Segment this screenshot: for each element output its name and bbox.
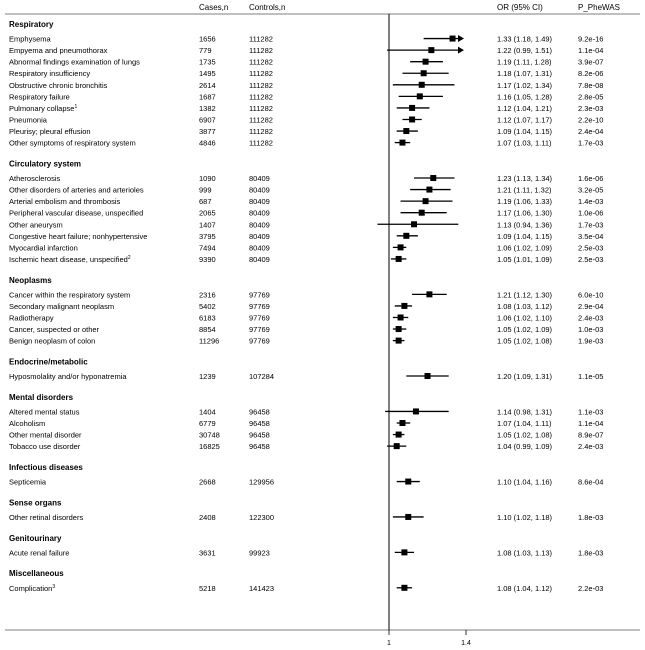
row-label: [9, 174, 61, 183]
cases-value: 1735: [199, 57, 216, 67]
cases-value: 11296: [199, 336, 220, 346]
row-label-text: Other symptoms of respiratory system: [9, 138, 136, 148]
cases-value: 1656: [199, 34, 216, 44]
or-ci-value: 1.09 (1.04, 1.15): [497, 231, 553, 241]
cases-value: 779: [199, 46, 212, 56]
controls-value: 80409: [249, 243, 270, 253]
controls-value: 80409: [249, 174, 270, 184]
row-label-text: Cancer within the respiratory system: [9, 290, 131, 300]
or-ci-value: 1.08 (1.03, 1.12): [497, 301, 553, 311]
p-value: 2.9e-04: [578, 301, 604, 311]
row-label: [9, 548, 69, 557]
controls-value: 111282: [249, 138, 273, 148]
cases-value: 1407: [199, 220, 216, 230]
ci-arrow-right: [458, 35, 464, 42]
row-label-text: Pneumonia: [9, 115, 47, 125]
cases-value: 8854: [199, 325, 216, 335]
controls-value: 111282: [249, 69, 273, 79]
or-ci-value: 1.17 (1.06, 1.30): [497, 208, 553, 218]
group-header: Neoplasms: [9, 275, 52, 285]
row-label: [9, 127, 91, 136]
cases-value: 5402: [199, 301, 216, 311]
row-label: [9, 197, 121, 206]
row-label: [9, 442, 81, 451]
group-header: Circulatory system: [9, 159, 82, 169]
cases-value: 3877: [199, 127, 216, 137]
p-value: 2.5e-03: [578, 243, 604, 253]
row-label: [9, 35, 52, 44]
or-ci-value: 1.06 (1.02, 1.09): [497, 243, 553, 253]
p-value: 1.0e-06: [578, 208, 604, 218]
controls-value: 80409: [249, 254, 270, 264]
or-ci-value: 1.18 (1.07, 1.31): [497, 69, 553, 79]
point-estimate: [423, 198, 429, 204]
cases-value: 2408: [199, 512, 216, 522]
or-ci-value: 1.20 (1.09, 1.31): [497, 372, 553, 382]
controls-value: 99923: [249, 548, 270, 558]
group-header: Mental disorders: [9, 392, 74, 402]
controls-value: 97769: [249, 290, 270, 300]
point-estimate: [419, 210, 425, 216]
p-value: 1.7e-03: [578, 220, 604, 230]
or-ci-value: 1.05 (1.02, 1.09): [497, 325, 553, 335]
row-label-text: Myocardial infarction: [9, 243, 78, 253]
point-estimate: [417, 93, 423, 99]
row-label-text: Other retinal disorders: [9, 512, 84, 522]
row-label: [9, 209, 143, 218]
x-tick-label: 1: [387, 640, 391, 647]
cases-value: 2668: [199, 477, 216, 487]
row-label: [9, 431, 82, 440]
row-label: [9, 372, 127, 381]
p-value: 1.8e-03: [578, 548, 604, 558]
row-label-text: Alcoholism: [9, 419, 46, 428]
p-value: 3.2e-05: [578, 185, 604, 195]
or-ci-value: 1.07 (1.04, 1.11): [497, 419, 552, 428]
controls-value: 111282: [249, 115, 273, 125]
group-header: Respiratory: [9, 20, 54, 29]
p-value: 1.4e-03: [578, 197, 604, 207]
p-value: 1.1e-05: [578, 372, 604, 382]
row-label: [9, 407, 80, 416]
p-value: 3.9e-07: [578, 57, 604, 67]
row-label: [9, 186, 144, 195]
point-estimate: [425, 373, 431, 379]
p-value: 2.4e-03: [578, 442, 604, 452]
point-estimate: [396, 326, 402, 332]
cases-value: 1495: [199, 69, 216, 79]
row-label: [9, 46, 108, 55]
or-ci-value: 1.17 (1.02, 1.34): [497, 80, 553, 90]
p-value: 8.2e-06: [578, 69, 604, 79]
or-ci-value: 1.23 (1.13, 1.34): [497, 174, 553, 184]
row-label: [9, 584, 55, 593]
cases-value: 999: [199, 185, 212, 195]
point-estimate: [409, 105, 415, 111]
row-label-text: Respiratory insufficiency: [9, 69, 91, 79]
group-header: Endocrine/metabolic: [9, 357, 88, 367]
point-estimate: [409, 116, 415, 122]
point-estimate: [419, 82, 425, 88]
or-ci-value: 1.12 (1.04, 1.21): [497, 103, 553, 113]
row-label: [9, 220, 63, 229]
row-label-text: Altered mental status: [9, 407, 80, 417]
row-label-text: Atherosclerosis: [9, 174, 61, 184]
cases-value: 3631: [199, 548, 216, 558]
cases-value: 2614: [199, 80, 216, 90]
p-value: 1.7e-03: [578, 138, 604, 148]
row-label: [9, 337, 95, 346]
row-label-text: Hyposmolality and/or hyponatremia: [9, 372, 127, 382]
row-label-text: Septicemia: [9, 477, 47, 487]
row-label: [9, 139, 136, 148]
row-label-text: Other mental disorder: [9, 430, 82, 440]
controls-value: 80409: [249, 231, 270, 241]
row-label: [9, 69, 90, 78]
controls-value: 80409: [249, 220, 270, 230]
cases-value: 1404: [199, 407, 216, 417]
row-label: [9, 243, 78, 252]
point-estimate: [399, 420, 405, 426]
header-p: P_PheWAS: [578, 3, 620, 12]
point-estimate: [399, 140, 405, 146]
cases-value: 30748: [199, 430, 220, 440]
row-label: [9, 478, 47, 487]
p-value: 1.1e-04: [578, 46, 604, 56]
point-estimate: [421, 70, 427, 76]
row-label: [9, 92, 70, 101]
controls-value: 97769: [249, 336, 270, 346]
point-estimate: [423, 59, 429, 65]
cases-value: 6779: [199, 419, 216, 428]
point-estimate: [405, 514, 411, 520]
controls-value: 111282: [249, 92, 273, 102]
point-estimate: [430, 175, 436, 181]
row-label-text: Ischemic heart disease, unspecified: [9, 254, 128, 264]
controls-value: 111282: [249, 34, 273, 44]
controls-value: 129956: [249, 477, 275, 487]
row-label-text: Complication: [9, 583, 53, 593]
cases-value: 4846: [199, 138, 216, 148]
cases-value: 6907: [199, 115, 216, 125]
or-ci-value: 1.13 (0.94, 1.36): [497, 220, 553, 230]
or-ci-value: 1.21 (1.11, 1.32): [497, 185, 552, 195]
controls-value: 97769: [249, 301, 270, 311]
point-estimate: [401, 549, 407, 555]
group-header: Miscellaneous: [9, 569, 64, 579]
row-label-text: Arterial embolism and thrombosis: [9, 197, 121, 207]
controls-value: 122300: [249, 512, 275, 522]
group-header: Infectious diseases: [9, 462, 83, 472]
header-controls: Controls,n: [249, 3, 286, 12]
point-estimate: [398, 314, 404, 320]
p-value: 2.8e-05: [578, 92, 604, 102]
p-value: 2.5e-03: [578, 254, 604, 264]
cases-value: 3795: [199, 231, 216, 241]
point-estimate: [428, 47, 434, 53]
row-label-text: Radiotherapy: [9, 313, 54, 323]
or-ci-value: 1.12 (1.07, 1.17): [497, 115, 553, 125]
p-value: 2.3e-03: [578, 103, 604, 113]
row-label-text: Pleurisy; pleural effusion: [9, 127, 91, 137]
row-label-text: Other aneurysm: [9, 220, 63, 230]
cases-value: 1382: [199, 103, 216, 113]
or-ci-value: 1.10 (1.02, 1.18): [497, 512, 553, 522]
point-estimate: [398, 244, 404, 250]
p-value: 1.9e-03: [578, 336, 604, 346]
cases-value: 9390: [199, 254, 216, 264]
row-label-text: Emphysema: [9, 34, 51, 44]
row-label-text: Tobacco use disorder: [9, 442, 81, 452]
or-ci-value: 1.05 (1.01, 1.09): [497, 254, 553, 264]
row-label-text: Peripheral vascular disease, unspecified: [9, 208, 144, 218]
or-ci-value: 1.33 (1.18, 1.49): [497, 34, 553, 44]
row-label: [9, 232, 147, 241]
controls-value: 80409: [249, 185, 270, 195]
controls-value: 111282: [249, 127, 273, 137]
controls-value: 97769: [249, 313, 270, 323]
point-estimate: [426, 187, 432, 193]
row-label: [9, 302, 114, 311]
row-label: [9, 255, 131, 264]
p-value: 1.1e-04: [578, 419, 604, 428]
row-label: [9, 313, 54, 322]
row-label: [9, 81, 108, 90]
cases-value: 1239: [199, 372, 216, 382]
controls-value: 111282: [249, 80, 273, 90]
p-value: 1.0e-03: [578, 325, 604, 335]
or-ci-value: 1.08 (1.03, 1.13): [497, 548, 553, 558]
row-label-text: Respiratory failure: [9, 92, 70, 102]
point-estimate: [394, 443, 400, 449]
p-value: 8.9e-07: [578, 430, 604, 440]
row-label-text: Acute renal failure: [9, 548, 70, 558]
point-estimate: [396, 432, 402, 438]
header-cases: Cases,n: [199, 3, 229, 12]
group-header: Genitourinary: [9, 533, 62, 543]
or-ci-value: 1.16 (1.05, 1.28): [497, 92, 553, 102]
point-estimate: [450, 36, 456, 42]
row-label: [9, 513, 83, 522]
controls-value: 80409: [249, 197, 270, 207]
or-ci-value: 1.05 (1.02, 1.08): [497, 430, 553, 440]
or-ci-value: 1.14 (0.98, 1.31): [497, 407, 553, 417]
row-label-text: Abnormal findings examination of lungs: [9, 57, 140, 67]
controls-value: 111282: [249, 57, 273, 67]
row-label-text: Secondary malignant neoplasm: [9, 301, 115, 311]
p-value: 1.8e-03: [578, 512, 604, 522]
point-estimate: [403, 233, 409, 239]
p-value: 2.4e-03: [578, 313, 604, 323]
row-label: [9, 325, 100, 334]
cases-value: 1687: [199, 92, 216, 102]
or-ci-value: 1.19 (1.11, 1.28): [497, 57, 552, 67]
point-estimate: [413, 408, 419, 414]
row-label-text: Pulmonary collapse: [9, 103, 75, 113]
point-estimate: [401, 585, 407, 591]
row-label-text: Congestive heart failure; nonhypertensive: [9, 231, 148, 241]
row-label: [9, 115, 48, 124]
p-value: 3.5e-04: [578, 231, 604, 241]
cases-value: 16825: [199, 442, 220, 452]
row-label: [9, 104, 77, 113]
p-value: 7.8e-08: [578, 80, 604, 90]
cases-value: 2316: [199, 290, 216, 300]
cases-value: 5218: [199, 583, 216, 593]
p-value: 1.6e-06: [578, 174, 604, 184]
p-value: 2.2e-10: [578, 115, 604, 125]
point-estimate: [411, 221, 417, 227]
or-ci-value: 1.10 (1.04, 1.16): [497, 477, 553, 487]
controls-value: 107284: [249, 372, 275, 382]
controls-value: 141423: [249, 583, 275, 593]
row-label-text: Benign neoplasm of colon: [9, 336, 96, 346]
group-header: Sense organs: [9, 498, 62, 508]
p-value: 8.6e-04: [578, 477, 604, 487]
point-estimate: [426, 291, 432, 297]
or-ci-value: 1.19 (1.06, 1.33): [497, 197, 553, 207]
controls-value: 111282: [249, 46, 273, 56]
footnote-mark: 2: [127, 254, 131, 261]
point-estimate: [396, 338, 402, 344]
p-value: 1.1e-03: [578, 407, 604, 417]
row-label-text: Cancer, suspected or other: [9, 325, 100, 335]
cases-value: 7494: [199, 243, 216, 253]
row-label: [9, 58, 140, 67]
cases-value: 1090: [199, 174, 216, 184]
row-label: [9, 290, 130, 299]
cases-value: 6183: [199, 313, 216, 323]
controls-value: 96458: [249, 419, 270, 428]
x-tick-label: 1.4: [461, 640, 471, 647]
row-label-text: Obstructive chronic bronchitis: [9, 80, 108, 90]
p-value: 2.4e-04: [578, 127, 604, 137]
footnote-mark: 1: [74, 103, 78, 110]
or-ci-value: 1.08 (1.04, 1.12): [497, 583, 553, 593]
row-label: [9, 419, 45, 428]
or-ci-value: 1.04 (0.99, 1.09): [497, 442, 553, 452]
row-label-text: Other disorders of arteries and arterioles: [9, 185, 144, 195]
or-ci-value: 1.09 (1.04, 1.15): [497, 127, 553, 137]
or-ci-value: 1.05 (1.02, 1.08): [497, 336, 553, 346]
point-estimate: [403, 128, 409, 134]
controls-value: 96458: [249, 442, 270, 452]
point-estimate: [405, 479, 411, 485]
footnote-mark: 3: [52, 583, 56, 590]
or-ci-value: 1.07 (1.03, 1.11): [497, 138, 552, 148]
or-ci-value: 1.22 (0.99, 1.51): [497, 46, 553, 56]
row-label-text: Empyema and pneumothorax: [9, 46, 108, 56]
controls-value: 96458: [249, 430, 270, 440]
ci-arrow-right: [458, 47, 464, 54]
point-estimate: [396, 256, 402, 262]
or-ci-value: 1.06 (1.02, 1.10): [497, 313, 553, 323]
controls-value: 97769: [249, 325, 270, 335]
or-ci-value: 1.21 (1.12, 1.30): [497, 290, 553, 300]
cases-value: 2065: [199, 208, 216, 218]
controls-value: 80409: [249, 208, 270, 218]
cases-value: 687: [199, 197, 212, 207]
p-value: 2.2e-03: [578, 583, 604, 593]
point-estimate: [401, 303, 407, 309]
p-value: 6.0e-10: [578, 290, 604, 300]
controls-value: 96458: [249, 407, 270, 417]
p-value: 9.2e-16: [578, 34, 604, 44]
controls-value: 111282: [249, 103, 273, 113]
header-or: OR (95% CI): [497, 3, 543, 12]
